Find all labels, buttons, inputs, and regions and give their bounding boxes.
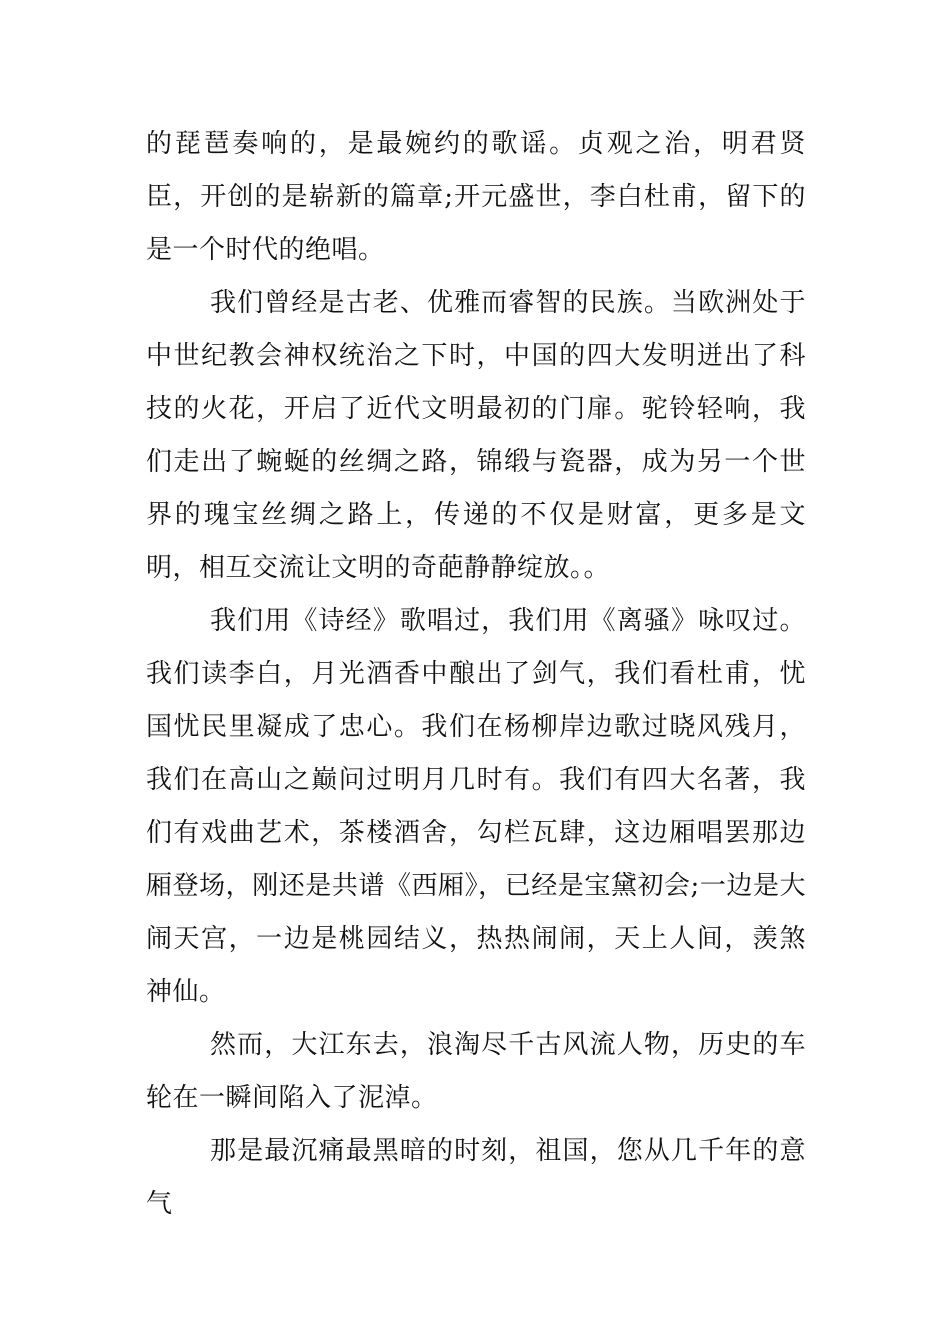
paragraph-3: 我们用《诗经》歌唱过，我们用《离骚》咏叹过。我们读李白，月光酒香中酿出了剑气，我们看杜甫，忧国忧民里凝成了忠心。我们在杨柳岸边歌过晓风残月，我们在高山之巅问过明月几时有。我们有四大名著，我们有戏曲艺术，茶楼酒舍，勾栏瓦肆，这边厢唱罢那边厢登场，刚还是共谱《西厢》，已经是宝黛初会;一边是大闹天宫，一边是桃园结义，热热闹闹，天上人间，羡煞神仙。 xyxy=(146,606,806,1007)
paragraph-4: 然而，大江东去，浪淘尽千古风流人物，历史的车轮在一瞬间陷入了泥淖。 xyxy=(146,1030,806,1113)
paragraph-5: 那是最沉痛最黑暗的时刻，祖国，您从几千年的意气 xyxy=(146,1136,806,1219)
body-text xyxy=(146,118,806,1231)
paragraph-1: 的琵琶奏响的，是最婉约的歌谣。贞观之治，明君贤臣，开创的是崭新的篇章;开元盛世，李白杜甫，留下的是一个时代的绝唱。 xyxy=(146,129,806,265)
paragraph-2: 我们曾经是古老、优雅而睿智的民族。当欧洲处于中世纪教会神权统治之下时，中国的四大发明迸出了科技的火花，开启了近代文明最初的门扉。驼铃轻响，我们走出了蜿蜒的丝绸之路，锦缎与瓷器，成为另一个世界的瑰宝丝绸之路上，传递的不仅是财富，更多是文明，相互交流让文明的奇葩静静绽放。。 xyxy=(146,288,806,583)
